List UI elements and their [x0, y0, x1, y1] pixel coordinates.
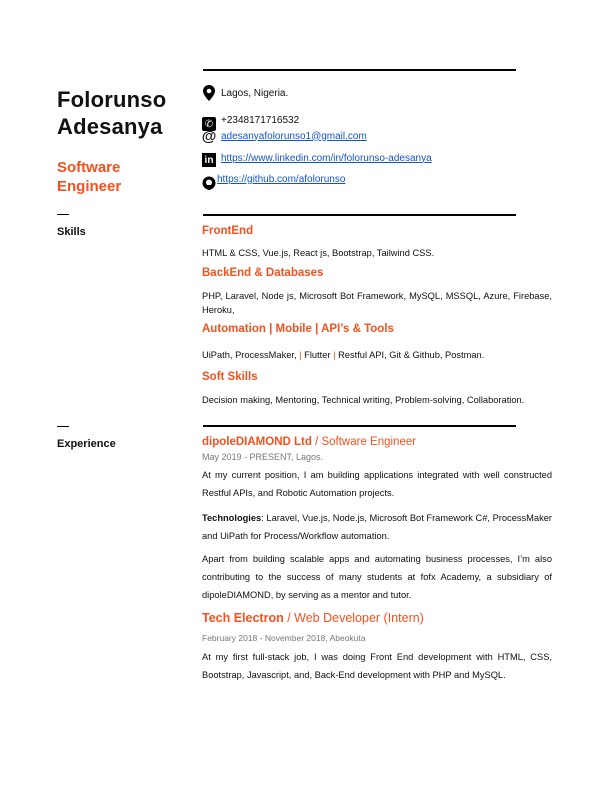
job-description: At my current position, I am building applications integrated with well constructed Restful APIs, and Robotic Automation projects. [202, 470, 552, 498]
section-heading-experience: Experience [57, 438, 116, 450]
full-name [57, 86, 166, 140]
separator: | [299, 350, 302, 360]
separator: | [333, 350, 336, 360]
skill-group-title: FrontEnd [202, 225, 254, 237]
email-link[interactable]: adesanyafolorunso1@gmail.com [221, 130, 367, 142]
github-link[interactable]: https://github.com/afolorunso [217, 173, 346, 185]
contact-github [202, 168, 345, 190]
skill-text: UiPath, ProcessMaker, [202, 350, 300, 360]
last-name: Adesanya [57, 114, 163, 139]
skill-group-text: PHP, Laravel, Node js, Microsoft Bot Framework, MySQL, MSSQL, Azure, Firebase, Heroku, [202, 291, 552, 315]
skill-group-text: HTML & CSS, Vue.js, React js, Bootstrap, Tailwind CSS. [202, 248, 435, 258]
divider [57, 426, 69, 427]
skill-group-text [202, 348, 552, 362]
company-name: dipoleDIAMOND Ltd [202, 436, 312, 448]
job-technologies [202, 509, 552, 545]
tech-text: : Laravel, Vue.js, Node.js, Microsoft Bot Framework C#, ProcessMaker and UiPath for Process/Workflow automation. [202, 513, 552, 541]
divider [203, 69, 516, 71]
company-name: Tech Electron [202, 611, 284, 625]
job-description: At my first full-stack job, I was doing Front End development with HTML, CSS, Bootstrap, Javascript, and, Back-End development with PHP and MySQL. [202, 652, 552, 680]
job-dates: February 2018 - November 2018, Abeokuta [202, 633, 366, 643]
tech-label: Technologies [202, 513, 262, 523]
skill-group-text: Decision making, Mentoring, Technical writing, Problem-solving, Collaboration. [202, 395, 525, 405]
job-role: / Software Engineer [311, 436, 417, 448]
first-name: Folorunso [57, 87, 167, 112]
title-line: Software [57, 159, 121, 176]
section-heading-skills: Skills [57, 226, 86, 238]
github-icon [202, 176, 216, 190]
contact-location [202, 86, 288, 100]
location-text: Lagos, Nigeria. [221, 87, 289, 99]
contact-email [202, 129, 367, 143]
linkedin-icon: in [202, 153, 216, 167]
skill-group-title: Automation | Mobile | API’s & Tools [202, 323, 394, 335]
skill-group-title: BackEnd & Databases [202, 267, 324, 279]
job-dates: May 2019 - PRESENT, Lagos. [202, 452, 324, 462]
divider [203, 425, 516, 427]
job-role: / Web Developer (Intern) [283, 611, 424, 625]
phone-icon: ✆ [202, 117, 216, 131]
job-title [57, 158, 121, 196]
at-icon: @ [201, 127, 217, 145]
linkedin-link[interactable]: https://www.linkedin.com/in/folorunso-adesanya [221, 152, 432, 164]
divider [203, 214, 516, 216]
skill-text: Restful API, Git & Github, Postman. [335, 350, 485, 360]
job-description: Apart from building scalable apps and automating business processes, I’m also contributing to the success of many students at fofx Academy, a subsidiary of dipoleDIAMOND, by serving as a mentor and tutor. [202, 554, 552, 600]
title-line: Engineer [57, 178, 122, 195]
skill-text: Flutter [301, 350, 334, 360]
job-heading [202, 436, 416, 448]
contact-phone [202, 109, 299, 131]
phone-text: +2348171716532 [221, 114, 300, 126]
divider [57, 214, 69, 215]
skill-group-title: Soft Skills [202, 371, 258, 383]
map-pin-icon [202, 86, 216, 100]
contact-linkedin [202, 149, 432, 167]
job-heading [202, 611, 424, 625]
